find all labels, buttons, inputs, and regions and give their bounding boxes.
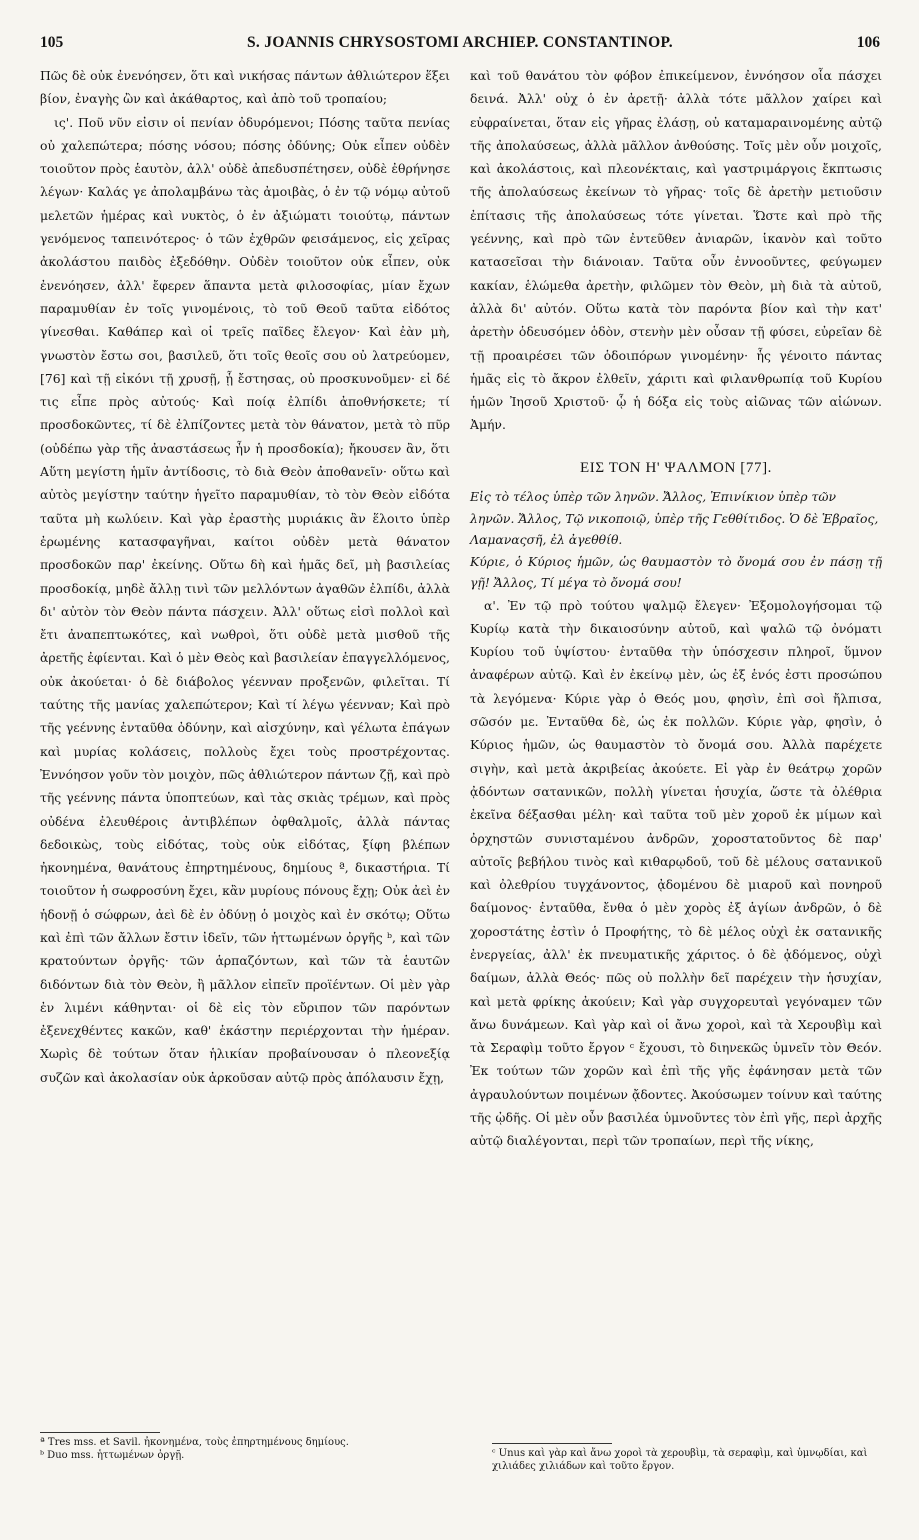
right-column <box>470 64 882 1153</box>
left-paragraph-2: ις'. Ποῦ νῦν εἰσιν οἱ πενίαν ὀδυρόμενοι; Πόσης ταῦτα πενίας οὐ χαλεπώτερα; πόσης νόσου; πόσης ὀδύνης; Οὐκ εἶπεν οὐδὲν τοιοῦτον πρὸς ἑαυτὸν, ἀλλ' οὐδὲ ἀπεδυσπέτησεν, οὐδὲ ἐθρήνησε λέγων· Καλάς γε ἀπολαμβάνω τὰς ἀμοιβὰς, ὁ ἐν τῷ νόμῳ αὐτοῦ μελετῶν ἡμέρας καὶ νυκτὸς, ὁ ἐν ἀξιώματι τοιούτῳ, πάντων γενόμενος ταπεινότερος· ὁ τῶν ἐχθρῶν φεισάμενος, εἰς χεῖρας ἀκολάστου παιδὸς ἐξεδόθην. Οὐδὲν τοιοῦτον οὐκ εἶπεν, οὐκ ἐνενόησεν, ἀλλ' ἔφερεν ἅπαντα μετὰ φιλοσοφίας, μίαν ἔχων παραμυθίαν ἐν τοῖς γινομένοις, τὸ τοῦ Θεοῦ ταῦτα εἰδότος γίνεσθαι. Καθάπερ καὶ οἱ τρεῖς παῖδες ἔλεγον· Καὶ ἐὰν μὴ, γνωστὸν ἔστω σοι, βασιλεῦ, ὅτι τοῖς θεοῖς σου οὐ λατρεύομεν, [76] καὶ τῇ εἰκόνι τῇ χρυσῇ, ᾗ ἔστησας, οὐ προσκυνοῦμεν· εἰ δέ τις εἶπε πρὸς αὐτούς· Καὶ ποίᾳ ἐλπίδι ἀποθνήσκετε; τί προσδοκῶντες, τί δὲ ἐλπίζοντες μετὰ τὸν θάνατον, μετὰ τὸ πῦρ (οὐδέπω γὰρ τῆς ἀναστάσεως ἦν ἡ προσδοκία); ἤκουσεν ἂν, ὅτι Αὕτη μεγίστη ἡμῖν ἀντίδοσις, τὸ διὰ Θεὸν ἀποθανεῖν· οὕτω καὶ αὐτὸς μεγίστην ταύτην ἡγεῖτο παραμυθίαν, τὸ τὸν Θεὸν εἰδότα ταῦτα μὴ κωλύειν. Καὶ γὰρ ἐραστὴς μυριάκις ἂν ἕλοιτο ὑπὲρ ἐρωμένης κατασφαγῆναι, καίτοι οὐδὲν μετὰ θάνατον προσδοκῶν παρ' ἐκείνης. Οὕτω δὴ καὶ ἡμᾶς δεῖ, μὴ βασιλείας προσδοκίᾳ, μηδὲ ἄλλῃ τινὶ τῶν μελλόντων ἀγαθῶν ἐλπίδι, ἀλλὰ δι' αὐτὸν τὸν Θεὸν πάντα πάσχειν. Ἀλλ' οὕτως εἰσὶ πολλοὶ καὶ ἔτι ἀναπεπτωκότες, καὶ νωθροὶ, ὅτι οὐδὲ μετὰ μισθοῦ τῆς ἀρετῆς ἐφίενται. Καὶ ὁ μὲν Θεὸς καὶ βασιλείαν ἐπαγγελλόμενος, οὐκ ἀκούεται· ὁ δὲ διάβολος γέενναν προξενῶν, φιλεῖται. Τί ταύτης τῆς μανίας χαλεπώτερον; Καὶ τί λέγω γέενναν; Καὶ πρὸ τῆς γεέννης ἐνταῦθα ὀδύνην, καὶ αἰσχύνην, καὶ γέλωτα ἐπάγων καὶ μυρίας κολάσεις, πολλοὺς ἔχει τοὺς προστρέχοντας. Ἐννόησον γοῦν τὸν μοιχὸν, πῶς ἀθλιώτερον πάντων ζῇ, καὶ πρὸ τῆς γεέννης πάντα ὑποπτεύων, καὶ τὰς σκιὰς τρέμων, καὶ πρὸς οὐδένα ἐλευθέροις ἀντιβλέπων ὀφθαλμοῖς, ἀλλὰ πάντας δεδοικὼς, τοὺς εἰδότας, τοὺς οὐκ εἰδότας, ξίφη βλέπων ἠκονημένα, θανάτους ἐπηρτημένους, δημίους ª, δικαστήρια. Τί τοιοῦτον ἡ σωφροσύνη ἔχει, κἂν μυρίους πόνους ἔχῃ; Οὐκ ἀεὶ ἐν ἡδονῇ ὁ σώφρων, ἀεὶ δὲ ἐν ὀδύνῃ ὁ μοιχὸς καὶ ἐν σκότῳ; Οὕτω καὶ ἐπὶ τῶν ἄλλων ἔστιν ἰδεῖν, τῶν ἡττωμένων ὀργῆς ᵇ, καὶ τῶν κρατούντων ὀργῆς· τῶν ἁρπαζόντων, καὶ τῶν τὰ ἑαυτῶν διδόντων διὰ τὸν Θεὸν, ἢ μᾶλλον εἰπεῖν προϊέντων. Οἱ μὲν γὰρ ἐν λιμένι κάθηνται· οἱ δὲ εἰς τὸν εὔριπον τῶν παρόντων ἐξενεχθέντες κακῶν, καθ' ἑκάστην περιέρχονται τὴν ἡμέραν. Χωρὶς δὲ τούτων ὅταν ἡλικίαν προβαίνουσαν ὁ πλεονεξίᾳ συζῶν καὶ ἀκολασίαν οὐκ ἀρκοῦσαν αὐτῷ πρὸς ἀπόλαυσιν ἔχῃ, <box>40 114 450 1085</box>
right-paragraph-1: καὶ τοῦ θανάτου τὸν φόβον ἐπικείμενον, ἐννόησον οἷα πάσχει δεινά. Ἀλλ' οὐχ ὁ ἐν ἀρετῇ· ἀλλὰ τότε μᾶλλον χαίρει καὶ εὐφραίνεται, ὅταν εἰς γῆρας ἐλάσῃ, οὐ καταμαραινομένης αὐτῷ τῆς ἀπολαύσεως, ἀλλὰ μᾶλλον ἀνθούσης. Τοῖς μὲν οὖν μοιχοῖς, καὶ ἀκολάστοις, καὶ πλεονέκταις, καὶ γαστριμάργοις ἔκπτωσις τῆς ἀπολαύσεως ἐκείνων τὸ γῆρας· τοῖς δὲ ἀρετὴν μετιοῦσιν ἐπίτασις τῆς ἀπολαύσεως τότε γίνεται. Ὥστε καὶ πρὸ τῆς γεέννης, καὶ πρὸ τῶν ἐντεῦθεν ἀνιαρῶν, ἱκανὸν καὶ τοῦτο κατασεῖσαι τὴν διάνοιαν. Ταῦτα οὖν ἐννοοῦντες, φεύγωμεν κακίαν, ἑλώμεθα ἀρετὴν, φιλῶμεν τὸν Θεὸν, μὴ διὰ τὰ αὐτοῦ, ἀλλὰ δι' αὐτόν. Οὕτω κατὰ τὸν παρόντα βίον καὶ τὴν κατ' ἀρετὴν ὁδευσόμεν ὁδὸν, στενὴν μὲν οὖσαν τῇ φύσει, εὐρεῖαν δὲ τῇ προαιρέσει τῶν ὁδοιπόρων γινομένην· ἧς γένοιτο πάντας ἡμᾶς εἰς τὸ ἄκρον ἐλθεῖν, χάριτι καὶ φιλανθρωπίᾳ τοῦ Κυρίου ἡμῶν Ἰησοῦ Χριστοῦ· ᾧ ἡ δόξα εἰς τοὺς αἰῶνας τῶν αἰώνων. Ἀμήν. <box>470 68 882 433</box>
column-divider <box>458 64 459 1434</box>
page-number-left: 105 <box>40 34 64 51</box>
footnotes-left <box>40 1436 400 1462</box>
section-title: ΕΙΣ ΤΟΝ Η' ΨΑΛΜΟΝ [77]. <box>579 459 773 476</box>
running-title: S. JOANNIS CHRYSOSTOMI ARCHIEP. CONSTANTINOP. <box>247 34 673 51</box>
page-number-right: 106 <box>856 34 880 51</box>
running-head <box>40 34 880 56</box>
left-paragraph-1: Πῶς δὲ οὐκ ἐνενόησεν, ὅτι καὶ νικήσας πάντων ἀθλιώτερον ἕξει βίον, ἐναγὴς ὢν καὶ ἀκάθαρτος, καὶ ἀπὸ τοῦ τροπαίου; <box>40 68 450 107</box>
footnote-b: ᵇ Duo mss. ἡττωμένων ὀργῇ. <box>40 1450 185 1461</box>
psalm-verse: Κύριε, ὁ Κύριος ἡμῶν, ὡς θαυμαστὸν τὸ ὄνομά σου ἐν πάσῃ τῇ γῇ! Ἄλλος, Τί μέγα τὸ ὄνομά σου! <box>470 553 882 591</box>
footnote-a: ª Tres mss. et Savil. ἠκονημένα, τοὺς ἐπηρτημένους δημίους. <box>40 1437 349 1448</box>
left-column <box>40 64 450 1089</box>
footnote-c: ᶜ Unus καὶ γὰρ καὶ ἄνω χοροὶ τὰ χερουβὶμ, τὰ σεραφὶμ, καὶ ὑμνῳδίαι, καὶ χιλιάδες χιλιάδων καὶ τοῦτο ἔργον. <box>492 1448 868 1472</box>
footnote-rule-left <box>40 1432 160 1433</box>
right-paragraph-2: α'. Ἐν τῷ πρὸ τούτου ψαλμῷ ἔλεγεν· Ἐξομολογήσομαι τῷ Κυρίῳ κατὰ τὴν δικαιοσύνην αὐτοῦ, καὶ ψαλῶ τῷ ὀνόματι Κυρίου τοῦ ὑψίστου· ἐνταῦθα τὴν ὑπόσχεσιν πληροῖ, ὕμνον ἀναφέρων αὐτῷ. Καὶ ἐν ἐκείνῳ μὲν, ὡς ἐξ ἑνός ἐστι προσώπου τὰ λεγόμενα· Κύριε γὰρ ὁ Θεός μου, φησὶν, ἐπὶ σοὶ ἤλπισα, σῶσόν με. Ἐνταῦθα δὲ, ὡς ἐκ πολλῶν. Κύριε γὰρ, φησὶν, ὁ Κύριος ἡμῶν, ὡς θαυμαστὸν τὸ ὄνομά σου. Ἀλλὰ παρέχετε σιγὴν, καὶ μετὰ ἀκριβείας ἀκούετε. Εἰ γὰρ ἐν θεάτρῳ χορῶν ᾀδόντων σατανικῶν, πολλὴ γίνεται ἡσυχία, ὥστε τὰ ὀλέθρια ἐκεῖνα δέξασθαι μέλη· καὶ ταῦτα τοῦ μὲν χοροῦ ἐκ μίμων καὶ ὀρχηστῶν συνισταμένου ἀνδρῶν, χοροστατοῦντος δὲ παρ' αὐτοῖς βεβήλου τινὸς καὶ κιθαρῳδοῦ, τοῦ δὲ μέλους σατανικοῦ καὶ ὀλεθρίου τυγχάνοντος, ᾀδομένου δὲ μιαροῦ καὶ πονηροῦ δαίμονος· ἐνταῦθα, ἔνθα ὁ μὲν χορὸς ἐξ ἁγίων ἀνδρῶν, ὁ δὲ χοροστάτης ἐστὶν ὁ Προφήτης, τὸ δὲ μέλος οὐχὶ ἐκ σατανικῆς ἐνεργείας, ἀλλ' ἐκ πνευματικῆς χάριτος. ὁ δὲ ᾀδόμενος, οὐχὶ δαίμων, ἀλλὰ Θεός· πῶς οὐ πολλὴν δεῖ παρέχειν τὴν ἡσυχίαν, καὶ μετὰ φρίκης ἀκούειν; Καὶ γὰρ συγχορευταὶ γεγόναμεν τῶν ἄνω δυνάμεων. Καὶ γὰρ καὶ οἱ ἄνω χοροὶ, καὶ τὰ Χερουβὶμ καὶ τὰ Σεραφὶμ τοῦτο ἔργον ᶜ ἔχουσι, τὸ διηνεκῶς ὑμνεῖν τὸν Θεόν. Ἐκ τούτων τῶν χορῶν καὶ ἐπὶ τῆς γῆς ἐφάνησαν μετὰ τῶν ἀγραυλούντων ποιμένων ᾄδοντες. Ἀκούσωμεν τοίνυν καὶ ταύτης τῆς ᾠδῆς. Οἱ μὲν οὖν βασιλέα ὑμνοῦντες τὸν ἐπὶ γῆς, περὶ ἀρχῆς αὐτῷ διαλέγονται, περὶ τῶν τροπαίων, περὶ τῆς νίκης, <box>470 597 882 1149</box>
footnote-rule-right <box>492 1443 612 1444</box>
psalm-title-note: Εἰς τὸ τέλος ὑπὲρ τῶν ληνῶν. Ἄλλος, Ἐπινίκιον ὑπὲρ τῶν ληνῶν. Ἄλλος, Τῷ νικοποιῷ, ὑπὲρ τῆς Γεθθίτιδος. Ὁ δὲ Ἑβραῖος, Λαμαναςσῆ, ἐλ ἀγεθθίθ. <box>470 489 879 548</box>
footnotes-right <box>492 1447 887 1473</box>
